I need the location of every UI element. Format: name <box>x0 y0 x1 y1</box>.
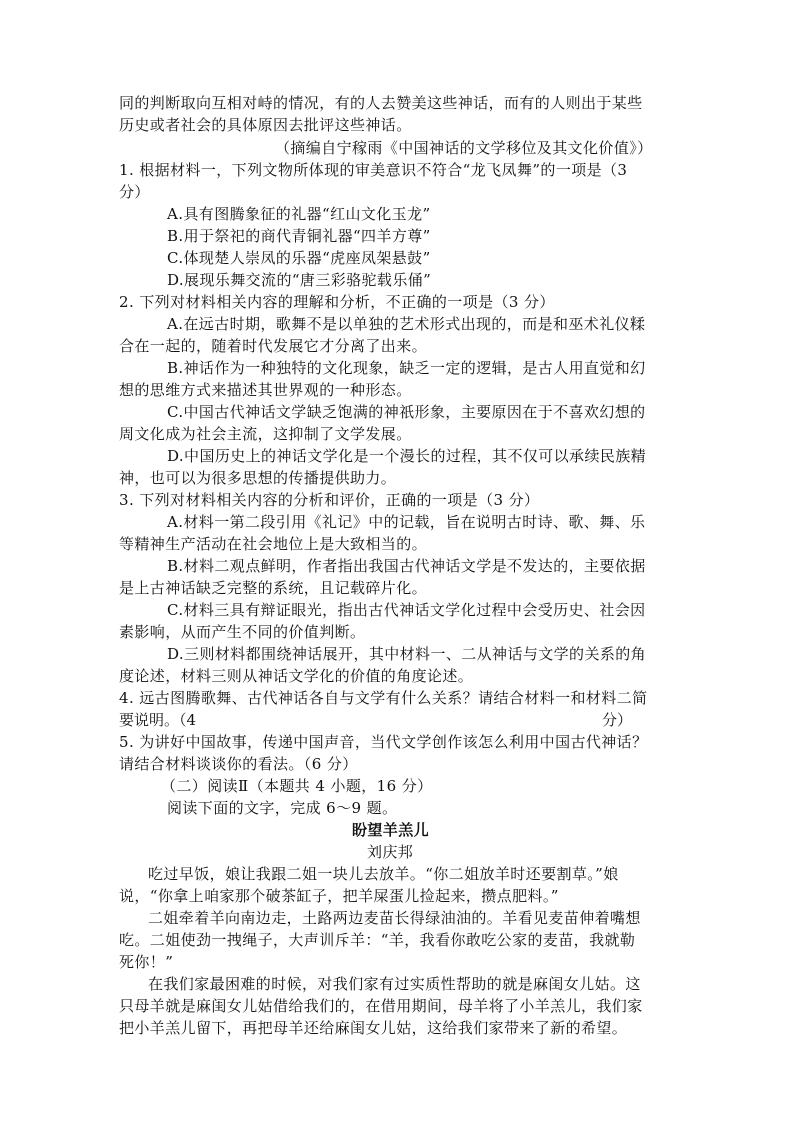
story-author: 刘庆邦 <box>367 843 414 861</box>
story-paragraph-line: 死你！” <box>119 953 174 971</box>
question-4-stem: 要说明。（4 <box>119 711 197 729</box>
story-paragraph-line: 吃。二姐使劲一拽绳子，大声训斥羊：“羊，我看你敢吃公家的麦苗，我就勒 <box>119 931 636 949</box>
story-paragraph-line: 只母羊就是麻闺女儿姑借给我们的，在借用期间，母羊将了小羊羔儿，我们家 <box>119 997 643 1015</box>
question-1-option-b: B.用于祭祀的商代青铜礼器“四羊方尊” <box>167 227 431 245</box>
section-heading: （二）阅读Ⅱ（本题共 4 小题，16 分） <box>161 777 433 795</box>
question-3-option-c: 素影响，从而产生不同的价值判断。 <box>119 623 366 641</box>
passage-line: 同的判断取向互相对峙的情况，有的人去赞美这些神话，而有的人则出于某些 <box>119 94 643 112</box>
question-5-stem: 请结合材料谈谈你的看法。（6 分） <box>119 755 358 773</box>
question-3-stem: 3. 下列对材料相关内容的分析和评价，正确的一项是（3 分） <box>119 491 540 509</box>
story-paragraph-line: 说，“你拿上咱家那个破茶缸子，把羊屎蛋儿捡起来，攒点肥料。” <box>119 887 559 905</box>
story-paragraph-line: 在我们家最困难的时候，对我们家有过实质性帮助的就是麻闺女儿姑。这 <box>148 975 641 993</box>
question-1-stem: 1. 根据材料一，下列文物所体现的审美意识不符合“龙飞凤舞”的一项是（3 <box>119 161 628 179</box>
question-2-option-d: D.中国历史上的神话文学化是一个漫长的过程，其不仅可以承续民族精 <box>167 447 647 465</box>
section-instruction: 阅读下面的文字，完成 6～9 题。 <box>167 799 398 817</box>
passage-source: （摘编自宁稼雨《中国神话的文学移位及其文化价值》） <box>275 139 653 157</box>
question-1-stem: 分） <box>119 183 150 201</box>
story-paragraph-line: 吃过早饭，娘让我跟二姐一块儿去放羊。“你二姐放羊时还要割草。”娘 <box>148 865 619 883</box>
question-2-option-a: 合在一起的，随着时代发展它才分离了出来。 <box>119 337 428 355</box>
question-1-option-c: C.体现楚人崇凤的乐器“虎座凤架悬鼓” <box>167 249 431 267</box>
question-4-score: 分） <box>601 711 632 729</box>
story-paragraph-line: 二姐牵着羊向南边走，土路两边麦苗长得绿油油的。羊看见麦苗伸着嘴想 <box>148 909 641 927</box>
question-2-option-b: 想的思维方式来描述其世界观的一种形态。 <box>119 381 412 399</box>
question-5-stem: 5. 为讲好中国故事，传递中国声音，当代文学创作该怎么利用中国古代神话？ <box>119 733 648 751</box>
question-2-option-d: 神，也可以为很多思想的传播提供助力。 <box>119 469 397 487</box>
question-2-option-b: B.神话作为一种独特的文化现象，缺乏一定的逻辑，是古人用直觉和幻 <box>167 359 646 377</box>
question-3-option-a: A.材料一第二段引用《礼记》中的记载，旨在说明古时诗、歌、舞、乐 <box>167 513 646 531</box>
question-3-option-b: 是上古神话缺乏完整的系统，且记载碎片化。 <box>119 579 428 597</box>
story-paragraph-line: 把小羊羔儿留下，再把母羊还给麻闺女儿姑，这给我们家带来了新的希望。 <box>119 1019 628 1037</box>
question-2-option-a: A.在远古时期，歌舞不是以单独的艺术形式出现的，而是和巫术礼仪糅 <box>167 315 646 333</box>
question-3-option-c: C.材料三具有辩证眼光，指出古代神话文学化过程中会受历史、社会因 <box>167 601 646 619</box>
question-3-option-d: 度论述，材料三则从神话文学化的价值的角度论述。 <box>119 667 474 685</box>
question-2-option-c: 周文化成为社会主流，这抑制了文学发展。 <box>119 425 412 443</box>
question-1-option-a: A.具有图腾象征的礼器“红山文化玉龙” <box>167 205 431 223</box>
story-title: 盼望羊羔儿 <box>352 821 430 839</box>
question-3-option-d: D.三则材料都围绕神话展开，其中材料一、二从神话与文学的关系的角 <box>167 645 647 663</box>
passage-line: 历史或者社会的具体原因去批评这些神话。 <box>119 116 412 134</box>
question-4-stem: 4. 远古图腾歌舞、古代神话各自与文学有什么关系？请结合材料一和材料二简 <box>119 689 648 707</box>
question-2-stem: 2. 下列对材料相关内容的理解和分析，不正确的一项是（3 分） <box>119 293 555 311</box>
question-1-option-d: D.展现乐舞交流的“唐三彩骆驼载乐俑” <box>167 271 432 289</box>
question-2-option-c: C.中国古代神话文学缺乏饱满的神祇形象，主要原因在于不喜欢幻想的 <box>167 403 646 421</box>
question-3-option-b: B.材料二观点鲜明，作者指出我国古代神话文学是不发达的，主要依据 <box>167 557 646 575</box>
question-3-option-a: 等精神生产活动在社会地位上是大致相当的。 <box>119 535 428 553</box>
question-4-stem-line2 <box>119 709 672 731</box>
